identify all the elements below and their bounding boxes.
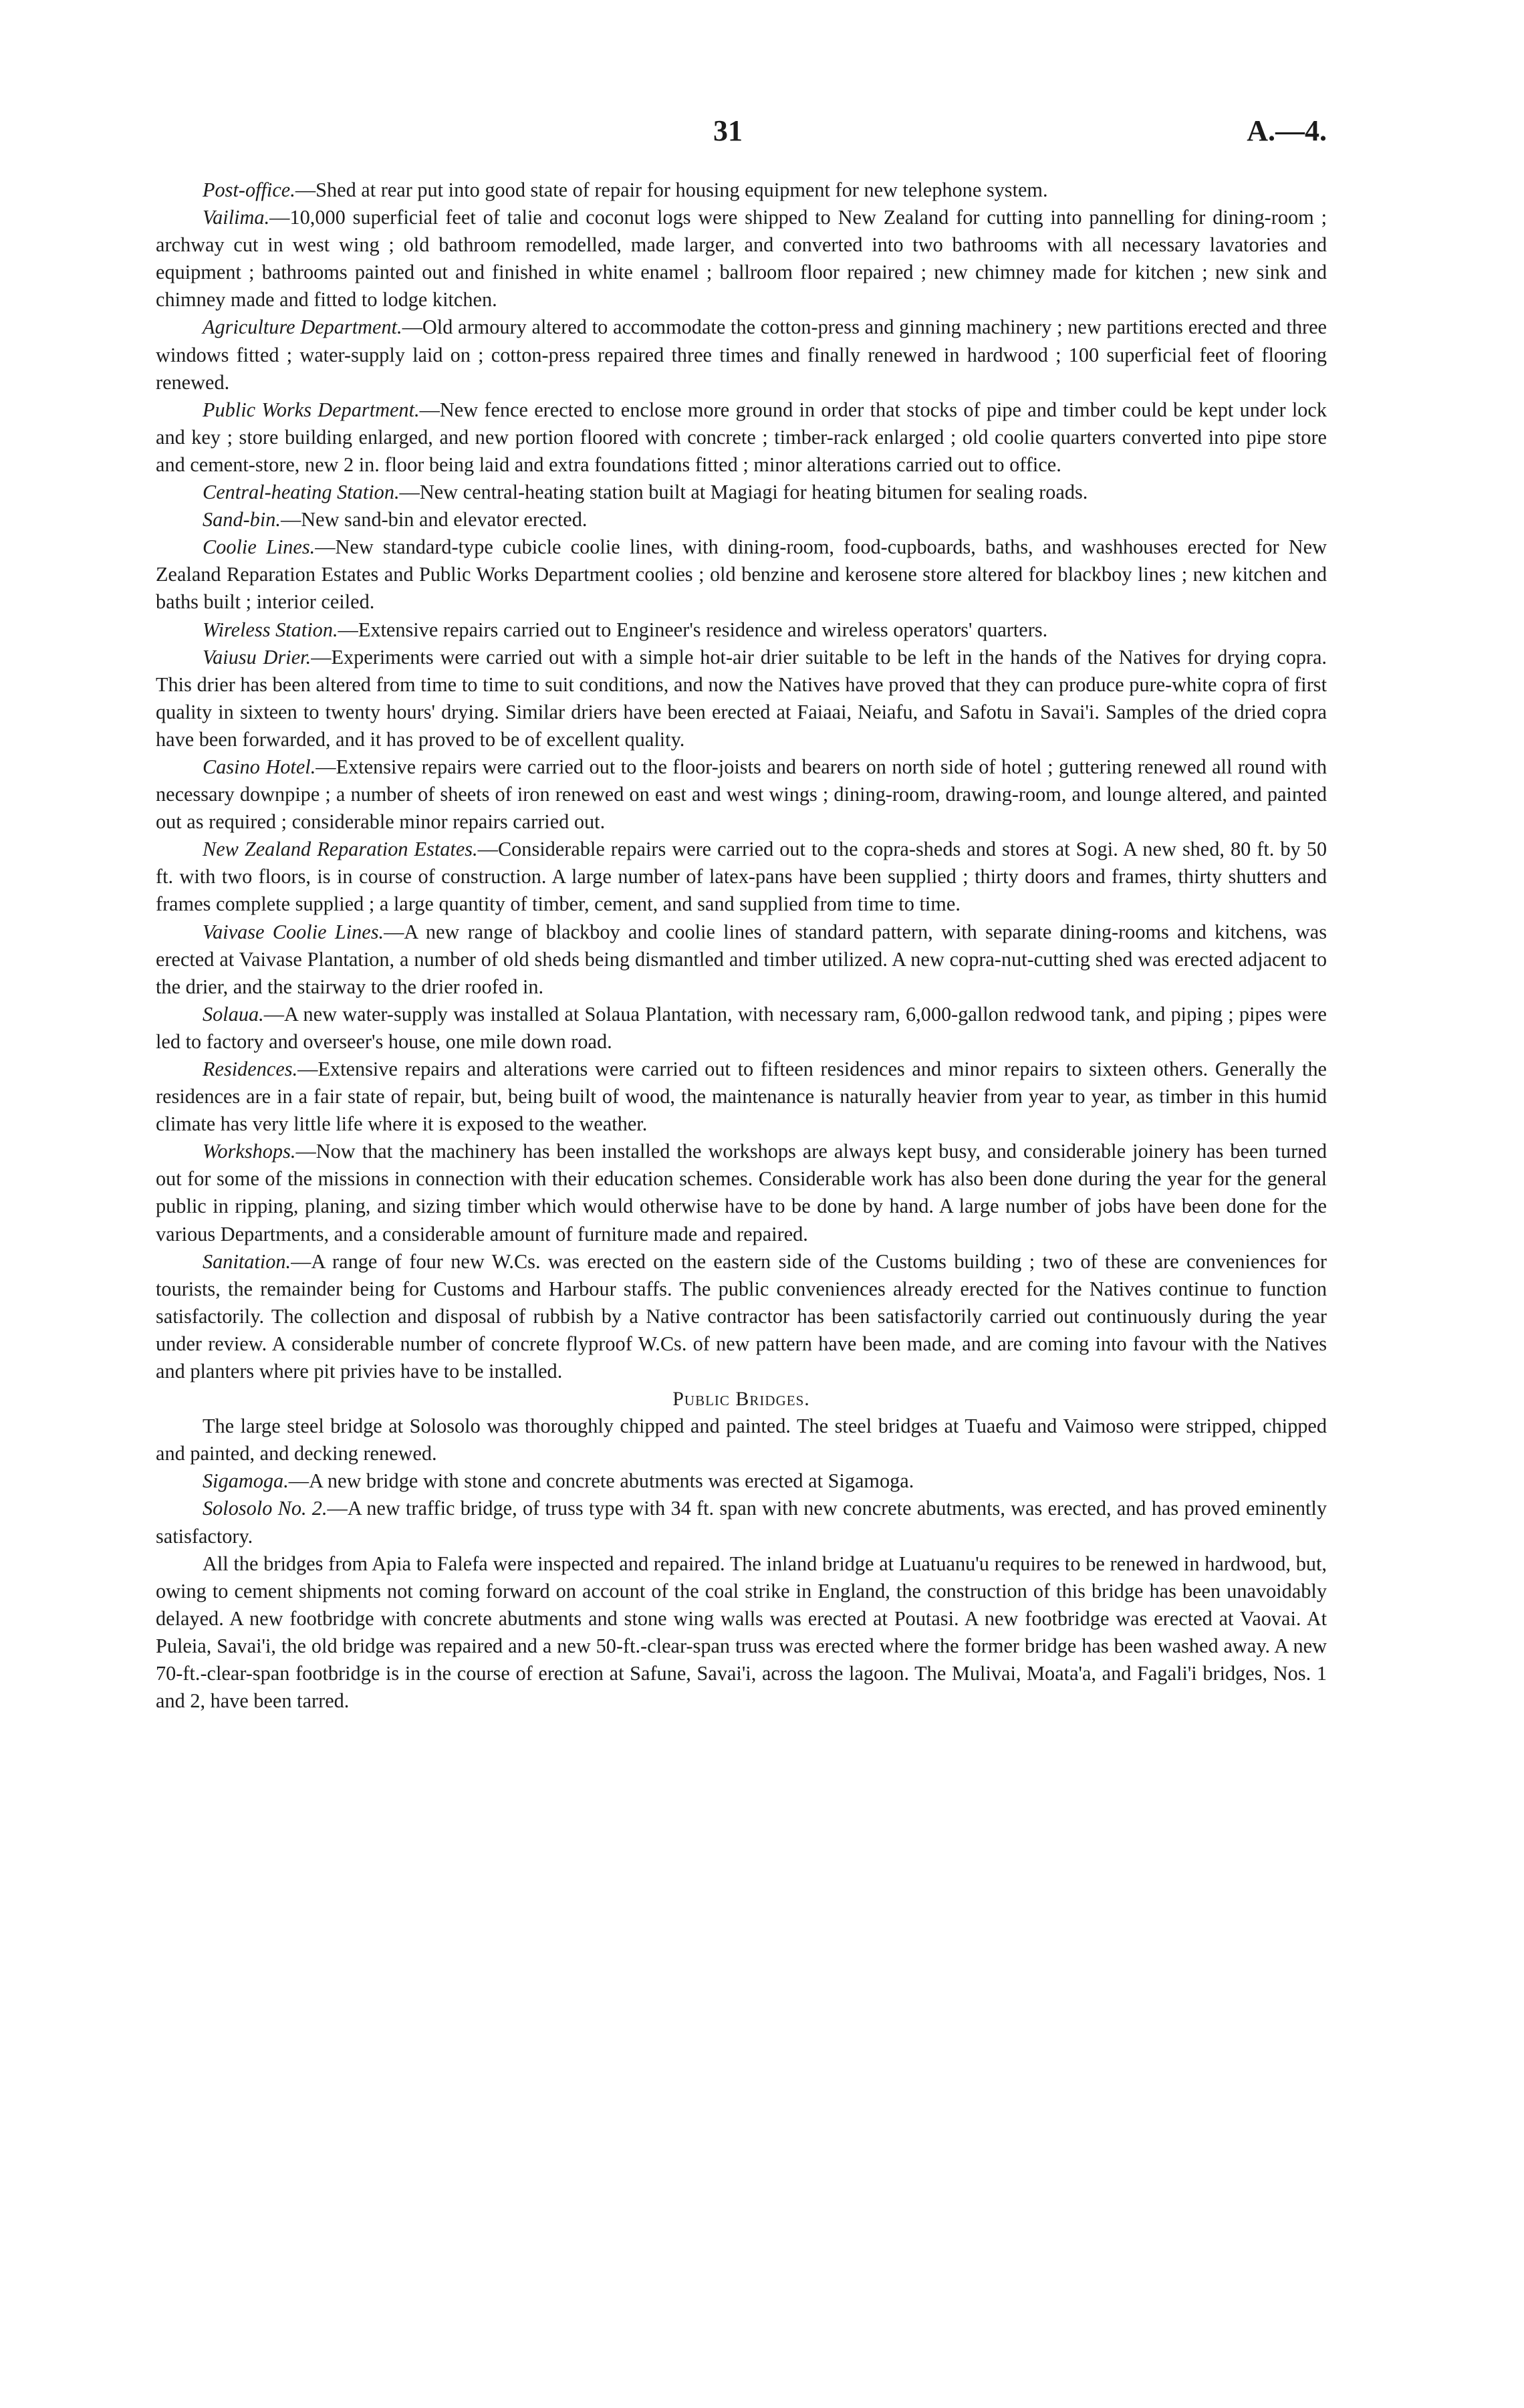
paragraph-text: —Shed at rear put into good state of repair for housing equipment for new telephone system. <box>295 178 1048 201</box>
paragraph-solosolo-no-2 <box>156 1495 1327 1550</box>
paragraph-post-office <box>156 176 1327 204</box>
paragraph-sand-bin <box>156 506 1327 533</box>
paragraph-heading: Sand-bin. <box>203 508 281 531</box>
paragraph-heading: Public Works Department. <box>203 398 420 421</box>
paragraph-text: —Experiments were carried out with a simple hot-air drier suitable to be left in the hands of the Natives for drying copra. This drier has been altered from time to time to suit conditions, and now the Natives have proved that they can produce pure-white copra of first quality in sixteen to twenty hours' drying. Similar driers have been erected at Faiaai, Neiafu, and Safotu in Savai'i. Samples of the dried copra have been forwarded, and it has proved to be of excellent quality. <box>156 645 1327 751</box>
paragraph-text: —Extensive repairs and alterations were carried out to fifteen residences and minor repairs to sixteen others. Generally the residences are in a fair state of repair, but, being built of wood, the maintenance is naturally heavier from year to year, as timber in this humid climate has very little life where it is exposed to the weather. <box>156 1058 1327 1136</box>
paragraph-residences <box>156 1056 1327 1138</box>
paragraph-text: —A range of four new W.Cs. was erected on the eastern side of the Customs building ; two of these are conveniences for tourists, the remainder being for Customs and Harbour staffs. The public conveniences already erected for the Natives continue to function satisfactorily. The collection and disposal of rubbish by a Native contractor has been satisfactorily carried out continuously during the year under review. A considerable number of concrete flyproof W.Cs. of new pattern have been made, and are coming into favour with the Natives and planters where pit privies have to be installed. <box>156 1249 1327 1383</box>
document-page <box>156 114 1327 1715</box>
paragraph-heading: Sanitation. <box>203 1249 291 1273</box>
paragraph-text: —Now that the machinery has been installed the workshops are always kept busy, and considerable joinery has been turned out for some of the missions in connection with their education schemes. Considerable work has also been done during the year for the general public in ripping, planing, and sizing timber which would otherwise have to be done by hand. A large number of jobs have been done for the various Departments, and a considerable amount of furniture made and repaired. <box>156 1140 1327 1245</box>
section-title-public-bridges: Public Bridges. <box>672 1388 810 1411</box>
paragraph-heading: Solaua. <box>203 1002 264 1026</box>
paragraph-text: —A new traffic bridge, of truss type with 34 ft. span with new concrete abutments, was erected, and has proved eminently satisfactory. <box>156 1497 1327 1548</box>
paragraph-agriculture-department <box>156 314 1327 396</box>
paragraph-heading: Vailima. <box>203 206 270 229</box>
page-number: 31 <box>713 114 743 147</box>
paragraph-steel-bridges <box>156 1413 1327 1467</box>
paragraph-heading: Sigamoga. <box>203 1469 289 1493</box>
paragraph-text: —New fence erected to enclose more ground in order that stocks of pipe and timber could be kept under lock and key ; store building enlarged, and new portion floored with concrete ; timber-rack enlarged ; old coolie quarters converted into pipe store and cement-store, new 2 in. floor being laid and extra foundations fitted ; minor alterations carried out to office. <box>156 398 1327 476</box>
paragraph-text: —New central-heating station built at Magiagi for heating bitumen for sealing roads. <box>399 481 1088 504</box>
paragraph-text: —A new range of blackboy and coolie lines of standard pattern, with separate dining-rooms and kitchens, was erected at Vaivase Plantation, a number of old sheds being dismantled and timber utilized. A new copra-nut-cutting shed was erected adjacent to the drier, and the stairway to the drier roofed in. <box>156 920 1327 998</box>
paragraph-heading: Casino Hotel. <box>203 755 316 778</box>
paragraph-heading: New Zealand Reparation Estates. <box>203 838 478 861</box>
paragraph-coolie-lines <box>156 533 1327 616</box>
paragraph-heading: Central-heating Station. <box>203 481 400 504</box>
paragraph-workshops <box>156 1138 1327 1247</box>
page-header <box>156 114 1327 167</box>
paragraph-text: —A new water-supply was installed at Solaua Plantation, with necessary ram, 6,000-gallon redwood tank, and piping ; pipes were led to factory and overseer's house, one mile down road. <box>156 1002 1327 1053</box>
paragraph-heading: Post-office. <box>203 178 295 201</box>
paragraph-bridges-apia-falefa <box>156 1550 1327 1715</box>
paragraph-heading: Residences. <box>203 1058 298 1080</box>
paragraph-text: —New sand-bin and elevator erected. <box>280 508 588 531</box>
paragraph-heading: Agriculture Department. <box>203 316 402 339</box>
paragraph-vaiusu-drier <box>156 644 1327 753</box>
paragraph-text: All the bridges from Apia to Falefa were inspected and repaired. The inland bridge at Luatuanu'u requires to be renewed in hardwood, but, owing to cement shipments not coming forward on account of the coal strike in England, the construction of this bridge has been unavoidably delayed. A new footbridge with concrete abutments and stone wing walls was erected at Poutasi. A new footbridge was erected at Vaovai. At Puleia, Savai'i, the old bridge was repaired and a new 50-ft.-clear-span truss was erected where the former bridge has been washed away. A new 70-ft.-clear-span footbridge is in the course of erection at Safune, Savai'i, across the lagoon. The Mulivai, Moata'a, and Fagali'i bridges, Nos. 1 and 2, have been tarred. <box>156 1552 1327 1713</box>
paragraph-public-works-department <box>156 396 1327 479</box>
paragraph-heading: Solosolo No. 2. <box>203 1497 328 1520</box>
paragraph-vailima <box>156 204 1327 314</box>
paragraph-heading: Wireless Station. <box>203 618 338 641</box>
document-reference: A.—4. <box>1247 114 1327 147</box>
paragraph-heading: Coolie Lines. <box>203 535 315 559</box>
paragraph-central-heating-station <box>156 479 1327 506</box>
paragraph-sigamoga <box>156 1467 1327 1495</box>
paragraph-vaivase-coolie-lines <box>156 919 1327 1001</box>
paragraph-text: The large steel bridge at Solosolo was thoroughly chipped and painted. The steel bridges at Tuaefu and Vaimoso were stripped, chipped and painted, and decking renewed. <box>156 1415 1327 1465</box>
paragraph-heading: Workshops. <box>203 1140 296 1163</box>
paragraph-text: —A new bridge with stone and concrete abutments was erected at Sigamoga. <box>288 1469 914 1493</box>
paragraph-heading: Vaivase Coolie Lines. <box>203 920 384 943</box>
paragraph-casino-hotel <box>156 753 1327 836</box>
paragraph-solaua <box>156 1001 1327 1056</box>
paragraph-sanitation <box>156 1248 1327 1385</box>
paragraph-text: —Old armoury altered to accommodate the cotton-press and ginning machinery ; new partitions erected and three windows fitted ; water-supply laid on ; cotton-press repaired three times and finally renewed in hardwood ; 100 superficial feet of flooring renewed. <box>156 316 1327 394</box>
paragraph-wireless-station <box>156 616 1327 644</box>
paragraph-text: —Extensive repairs were carried out to the floor-joists and bearers on north side of hotel ; guttering renewed all round with necessary downpipe ; a number of sheets of iron renewed on east and west wings ; dining-room, drawing-room, and lounge altered, and painted out as required ; considerable minor repairs carried out. <box>156 755 1327 834</box>
paragraph-text: —Extensive repairs carried out to Engineer's residence and wireless operators' quarters. <box>338 618 1048 641</box>
paragraph-reparation-estates <box>156 836 1327 918</box>
body-text <box>156 176 1327 1715</box>
paragraph-text: —New standard-type cubicle coolie lines, with dining-room, food-cupboards, baths, and washhouses erected for New Zealand Reparation Estates and Public Works Department coolies ; old benzine and kerosene store altered for blackboy lines ; new kitchen and baths built ; interior ceiled. <box>156 535 1327 614</box>
paragraph-text: —Considerable repairs were carried out to the copra-sheds and stores at Sogi. A new shed, 80 ft. by 50 ft. with two floors, is in course of construction. A large number of latex-pans have been supplied ; thirty doors and frames, thirty shutters and frames complete supplied ; a large quantity of timber, cement, and sand supplied from time to time. <box>156 838 1327 916</box>
paragraph-heading: Vaiusu Drier. <box>203 645 311 669</box>
paragraph-text: —10,000 superficial feet of talie and coconut logs were shipped to New Zealand for cutting into pannelling for dining-room ; archway cut in west wing ; old bathroom remodelled, made larger, and converted into two bathrooms with all necessary lavatories and equipment ; bathrooms painted out and finished in white enamel ; ballroom floor repaired ; new chimney made for kitchen ; new sink and chimney made and fitted to lodge kitchen. <box>156 206 1327 312</box>
